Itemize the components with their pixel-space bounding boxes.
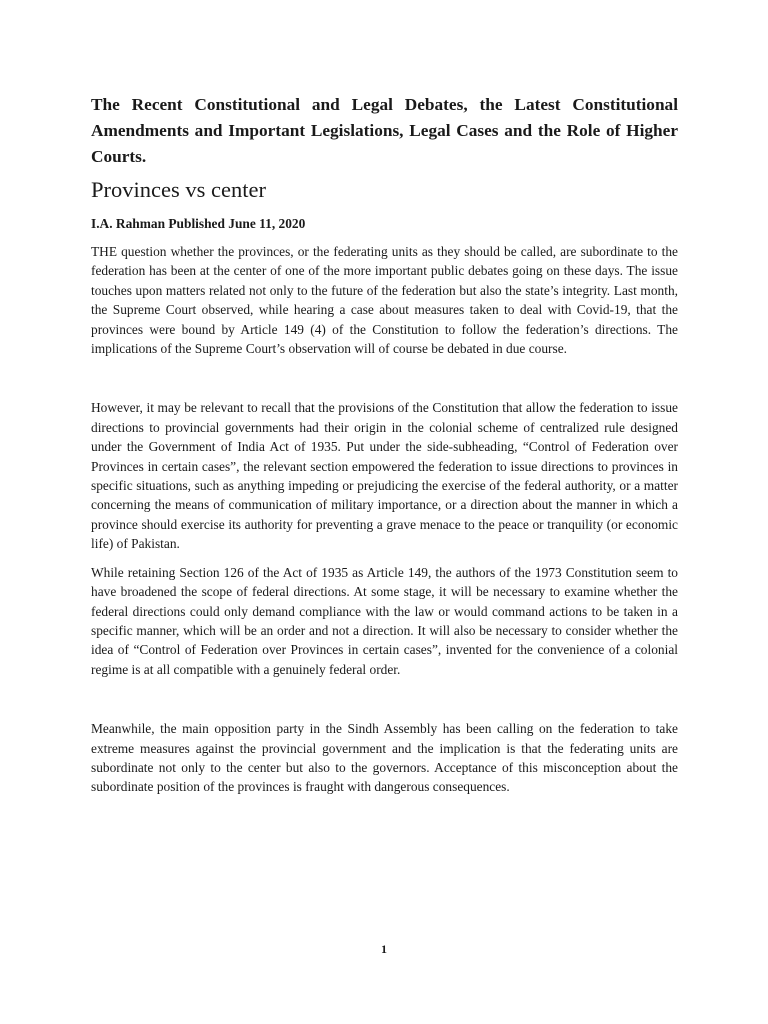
paragraph-2: However, it may be relevant to recall that the provisions of the Constitution that allow the federation to issue directions to provincial governments had their origin in the colonial scheme of centralized rule designed under the Government of India Act of 1935. Put under the side-subheading, “Control of Federation over Provinces in certain cases”, the relevant section empowered the federation to issue directions to provinces in specific situations, such as anything impeding or prejudicing the exercise of the federal authority, or a matter concerning the means of communication of military importance, or a direction about the manner in which a province should exercise its authority for preventing a grave menace to the peace or tranquility (or economic life) of Pakistan. [91, 400, 678, 552]
document-title: The Recent Constitutional and Legal Debates, the Latest Constitutional Amendments and Important Legislations, Legal Cases and the Role of Higher Courts. [91, 95, 678, 166]
paragraph-1: THE question whether the provinces, or the federating units as they should be called, are subordinate to the federation has been at the center of one of the more important public debates going on these days. The issue touches upon matters related not only to the future of the federation but also the state’s integrity. Last month, the Supreme Court observed, while hearing a case about measures taken to deal with Covid-19, that the provinces were bound by Article 149 (4) of the Constitution to follow the federation’s directions. The implications of the Supreme Court’s observation will of course be debated in due course. [91, 244, 678, 357]
paragraph-spacer [91, 679, 678, 719]
byline: I.A. Rahman Published June 11, 2020 [91, 216, 306, 231]
paragraph-4: Meanwhile, the main opposition party in the Sindh Assembly has been calling on the federation to take extreme measures against the provincial government and the implication is that the federating units are subordinate not only to the center but also to the governors. Acceptance of this misconception about the subordinate position of the provinces is fraught with dangerous consequences. [91, 721, 678, 795]
paragraph-3: While retaining Section 126 of the Act of 1935 as Article 149, the authors of the 1973 Constitution seem to have broadened the scope of federal directions. At some stage, it will be necessary to examine whether the federal directions could only demand compliance with the law or would command actions to be taken in a specific manner, which will be an order and not a direction. It will also be necessary to consider whether the idea of “Control of Federation over Provinces in certain cases”, invented for the convenience of a colonial regime is at all compatible with a genuinely federal order. [91, 564, 678, 677]
section-heading: Provinces vs center [91, 177, 266, 202]
paragraph-spacer [91, 358, 678, 398]
paragraph-spacer [91, 554, 678, 563]
page-number: 1 [381, 942, 387, 956]
document-page [91, 92, 678, 797]
